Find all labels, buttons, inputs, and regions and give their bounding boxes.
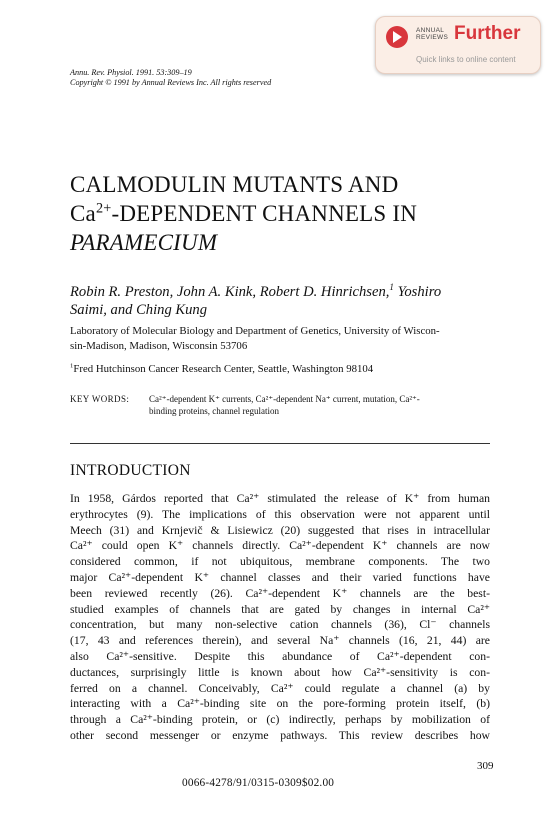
body-line: Meech (31) and Krnjevič & Lisiewicz (20) suggested that rises in intracellular bbox=[70, 523, 490, 537]
body-line: major Ca²⁺-dependent K⁺ channel classes and their varied functions have bbox=[70, 570, 490, 584]
journal-citation bbox=[70, 68, 271, 88]
author-line-1: Robin R. Preston, John A. Kink, Robert D. Hinrichsen,$^1$ Yoshiro bbox=[70, 282, 442, 300]
annual-reviews-further-banner[interactable] bbox=[375, 16, 541, 74]
section-heading: INTRODUCTION bbox=[70, 462, 191, 479]
copyright-line: Copyright © 1991 by Annual Reviews Inc. All rights reserved bbox=[70, 78, 272, 87]
play-icon bbox=[386, 26, 408, 48]
body-text bbox=[70, 491, 490, 744]
author-line-2: Saimi, and Ching Kung bbox=[70, 302, 208, 318]
title-line-2: $Ca^{2+}$-DEPENDENT CHANNELS IN bbox=[70, 200, 418, 226]
affiliation-line-2: sin-Madison, Madison, Wisconsin 53706 bbox=[70, 339, 248, 352]
article-title bbox=[70, 170, 510, 257]
divider-rule bbox=[70, 443, 490, 444]
body-line: In 1958, Gárdos reported that Ca²⁺ stimulated the release of K⁺ from human bbox=[70, 492, 490, 505]
body-line: concentration, but many non-selective cation channels (36), Cl⁻ channels bbox=[70, 618, 490, 632]
body-line: ductances, surprisingly little is known about how Ca²⁺-sensitivity is con- bbox=[70, 665, 490, 679]
body-line: considered common, if not ubiquitous, membrane components. The two bbox=[70, 555, 490, 569]
annual-reviews-logo: ANNUAL REVIEWS bbox=[416, 27, 449, 41]
body-line: ferred on a channel. Conceivably, Ca²⁺ could regulate a channel (a) by bbox=[70, 681, 490, 695]
title-line-3: PARAMECIUM bbox=[70, 230, 218, 255]
body-line: also Ca²⁺-sensitive. Despite this abundance of Ca²⁺-dependent con- bbox=[70, 649, 490, 663]
quick-links-text: Quick links to online content bbox=[416, 55, 516, 64]
page-number: 309 bbox=[477, 760, 494, 772]
affiliation bbox=[70, 324, 500, 353]
body-line: Ca²⁺ could open K⁺ channels directly. Ca²⁺-dependent K⁺ channels are now bbox=[70, 539, 490, 553]
body-line: interacting with a Ca²⁺-binding site on the pore-forming protein itself, (b) bbox=[70, 697, 490, 711]
title-line-1: CALMODULIN MUTANTS AND bbox=[70, 172, 399, 197]
body-line: studied examples of channels that are gated by changes in internal Ca²⁺ bbox=[70, 602, 490, 616]
citation-line: Annu. Rev. Physiol. 1991. 53:309–19 bbox=[70, 68, 192, 77]
issn-code: 0066-4278/91/0315-0309$02.00 bbox=[182, 777, 335, 789]
body-line: erythrocytes (9). The implications of this observation were not apparent until bbox=[70, 507, 490, 521]
body-line: (17, 43 and references therein), and several Na⁺ channels (16, 21, 44) are bbox=[70, 634, 490, 648]
further-label: Further bbox=[454, 23, 521, 44]
key-words-text: Ca²⁺-dependent K⁺ currents, Ca²⁺-dependent Na⁺ current, mutation, Ca²⁺- binding proteins, channel regulation bbox=[149, 394, 420, 416]
body-line: through a Ca²⁺-binding protein, or (c) indirectly, perhaps by mobilization of bbox=[70, 713, 490, 727]
body-line: other second messenger or enzyme pathways. This review describes how bbox=[70, 728, 490, 742]
affiliation-line-1: Laboratory of Molecular Biology and Department of Genetics, University of Wiscon- bbox=[70, 325, 440, 337]
affiliation-footnote: $^1$Fred Hutchinson Cancer Research Center, Seattle, Washington 98104 bbox=[70, 362, 374, 375]
key-words-label: KEY WORDS: bbox=[70, 394, 130, 404]
author-list bbox=[70, 283, 500, 319]
body-line: been reviewed recently (26). Ca²⁺-dependent K⁺ channels are the best- bbox=[70, 586, 490, 600]
